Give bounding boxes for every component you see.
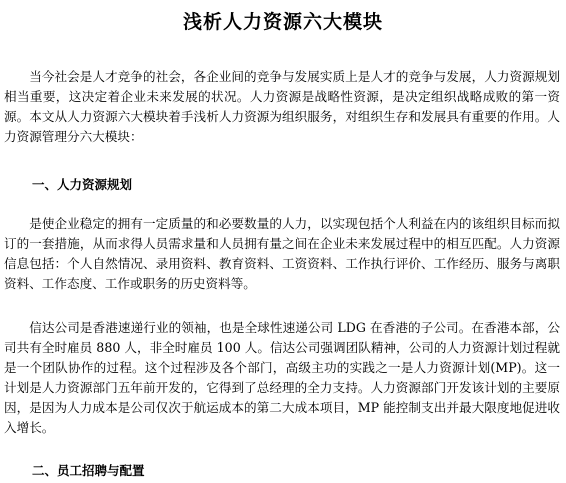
intro-paragraph: 当今社会是人才竞争的社会，各企业间的竞争与发展实质上是人才的竞争与发展，人力资源规划相当重要，这决定着企业未来发展的状况。人力资源是战略性资源，是决定组织战略成败的第一资源。本文从人力资源六大模块着手浅析人力资源为组织服务，对组织生存和发展具有重要的作用。人力资源管理分六大模块： [4,69,560,144]
article-title: 浅析人力资源六大模块 [182,11,383,33]
section-heading-hr-planning: 一、人力资源规划 [32,177,133,192]
case-study-paragraph: 信达公司是香港速递行业的领袖，也是全球性速递公司 LDG 在香港的子公司。在香港本部，公司共有全时雇员 880 人，非全时雇员 100 人。信达公司强调团队精神，公司的人力资源计划过程就是一个团队协作的过程。这个过程涉及各个部门，高级主功的实践之一是人力资源计划(MP)。这一计划是人力资源部门五年前开发的，它得到了总经理的全力支持。人力资源部门开发该计划的主要原因，是因为人力成本是公司仅次于航运成本的第二大成本项目，MP 能控制支出并最大限度地促进收入增长。 [4,320,560,435]
section-heading-recruitment: 二、员工招聘与配置 [32,463,145,478]
hr-planning-paragraph: 是使企业稳定的拥有一定质量的和必要数量的人力，以实现包括个人利益在内的该组织目标而拟订的一套措施，从而求得人员需求量和人员拥有量之间在企业未来发展过程中的相互匹配。人力资源信息包括：个人自然情况、录用资料、教育资料、工资资料、工作执行评价、工作经历、服务与离职资料、工作态度、工作或职务的历史资料等。 [4,216,560,291]
